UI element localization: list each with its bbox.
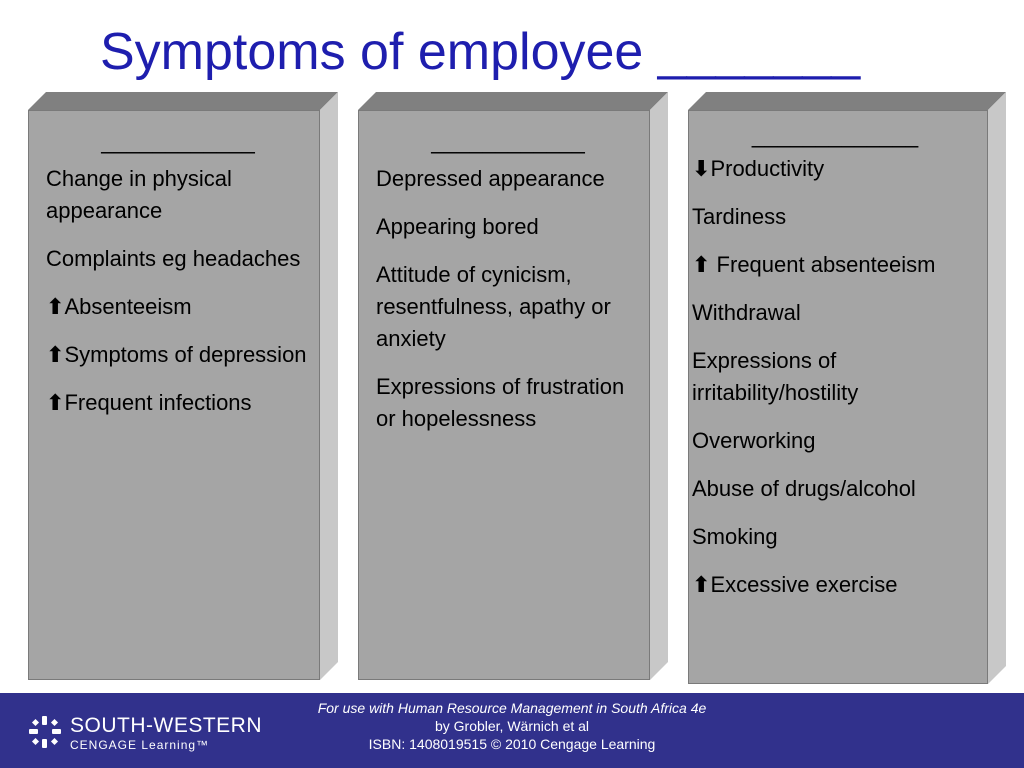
symptom-item [376, 163, 640, 195]
starburst-logo-icon [28, 715, 62, 749]
symptom-item [692, 297, 978, 329]
arrow-up-icon: ⬆ [46, 342, 65, 367]
symptom-text: Attitude of cynicism, resentfulness, apathy or anxiety [376, 262, 611, 351]
symptom-item [692, 345, 978, 409]
box-content [358, 110, 650, 680]
symptom-item [692, 201, 978, 233]
box-side-bevel [650, 92, 668, 680]
symptom-item [46, 291, 310, 323]
symptom-item [46, 163, 310, 227]
symptom-item [376, 259, 640, 355]
symptom-box-physical [28, 92, 338, 680]
symptom-text: Overworking [692, 428, 816, 453]
box-heading: _____________ [751, 122, 919, 148]
slide-title: Symptoms of employee _______ [100, 23, 861, 81]
symptom-text: Appearing bored [376, 214, 539, 239]
symptom-item [46, 243, 310, 275]
symptom-item [692, 249, 978, 281]
arrow-up-icon: ⬆ [692, 252, 711, 277]
symptom-text: Frequent infections [64, 390, 252, 415]
box-heading: ____________ [431, 128, 585, 154]
symptom-text: Tardiness [692, 204, 787, 229]
symptom-text: Symptoms of depression [64, 342, 307, 367]
symptom-text: Smoking [692, 524, 778, 549]
symptom-text: Excessive exercise [710, 572, 898, 597]
footer-credits [262, 699, 762, 753]
symptom-item [376, 371, 640, 435]
credit-line: For use with Human Resource Management in South Africa 4e [317, 700, 707, 716]
arrow-up-icon: ⬆ [46, 294, 65, 319]
box-content [688, 110, 988, 684]
symptom-text: Expressions of irritability/hostility [692, 348, 859, 405]
symptom-box-behavioural [688, 92, 1006, 684]
slide-footer [0, 693, 1024, 768]
symptom-item [692, 569, 978, 601]
symptom-item [692, 425, 978, 457]
box-top-bevel [358, 92, 668, 110]
symptom-text: Withdrawal [692, 300, 801, 325]
symptom-text: Expressions of frustration or hopelessness [376, 374, 625, 431]
symptom-text: Abuse of drugs/alcohol [692, 476, 916, 501]
arrow-down-icon: ⬇ [692, 156, 711, 181]
arrow-up-icon: ⬆ [46, 390, 65, 415]
box-top-bevel [688, 92, 1006, 110]
symptom-text: Change in physical appearance [46, 166, 232, 223]
box-heading: ____________ [101, 128, 255, 154]
symptom-item [376, 211, 640, 243]
symptom-item [692, 521, 978, 553]
symptom-text: Frequent absenteeism [710, 252, 936, 277]
symptom-text: Absenteeism [64, 294, 192, 319]
symptom-item [46, 339, 310, 371]
box-content [28, 110, 320, 680]
symptom-box-psychological [358, 92, 668, 680]
symptom-item [692, 473, 978, 505]
arrow-up-icon: ⬆ [692, 572, 711, 597]
credit-line: by Grobler, Wärnich et al [434, 718, 590, 734]
box-top-bevel [28, 92, 338, 110]
symptom-item [46, 387, 310, 419]
logo-wordmark: SOUTH-WESTERN [70, 714, 262, 737]
symptom-text: Productivity [710, 156, 825, 181]
logo-subtitle: CENGAGE Learning™ [70, 738, 210, 752]
box-side-bevel [320, 92, 338, 680]
symptom-text: Depressed appearance [376, 166, 605, 191]
credit-line: ISBN: 1408019515 © 2010 Cengage Learning [368, 736, 656, 752]
symptom-text: Complaints eg headaches [46, 246, 301, 271]
symptom-item [692, 153, 978, 185]
box-side-bevel [988, 92, 1006, 684]
